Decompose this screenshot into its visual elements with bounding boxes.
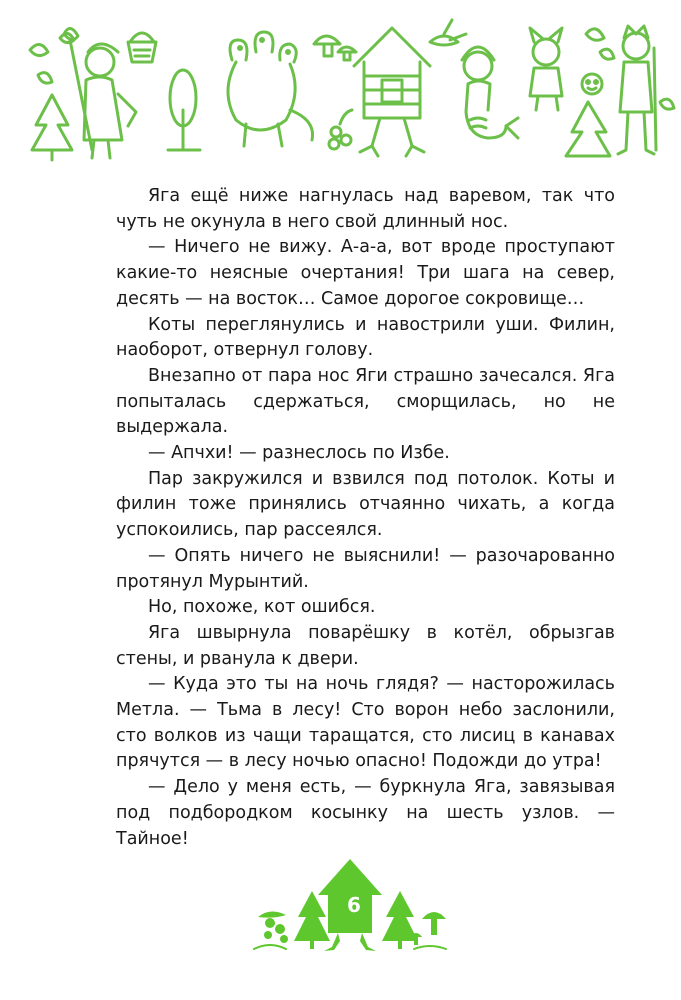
fir-tree-icon <box>382 891 418 949</box>
round-face-icon <box>582 74 602 94</box>
paragraph: Яга швырнула поварёшку в котёл, обрызгав стены, и рванула к двери. <box>116 622 615 669</box>
paragraph: — Дело у меня есть, — буркнула Яга, завязывая под подбородком косынку на шесть узлов. — Тайное! <box>116 777 615 849</box>
leaf-icon <box>30 33 74 83</box>
basket-icon <box>128 33 156 62</box>
paragraph: — Ничего не вижу. А-а-а, вот вроде проступают какие-то неясные очертания! Три шага на север, десять — на восток… Самое дорогое сокровище… <box>116 237 615 309</box>
paragraph: — Апчхи! — разнеслось по Избе. <box>148 443 450 464</box>
bird-icon <box>430 20 466 45</box>
forest-man-icon <box>618 26 656 154</box>
baba-yaga-with-broom-icon <box>64 28 136 158</box>
goblin-icon <box>530 28 562 110</box>
paragraph: Пар закружился и взвился под потолок. Коты и филин тоже принялись отчаянно чихать, а когда успокоились, пар рассеялся. <box>116 468 615 541</box>
paragraph: — Опять ничего не выяснили! — разочарованно протянул Мурынтий. <box>116 545 615 592</box>
header-illustration <box>0 0 681 170</box>
tree-icon <box>168 70 200 150</box>
paragraph: Но, похоже, кот ошибся. <box>148 597 376 618</box>
story-text <box>116 184 615 852</box>
mermaid-icon <box>462 47 518 138</box>
page-number: 6 <box>347 893 361 917</box>
paragraph: — Куда это ты на ночь глядя? — насторожилась Метла. — Тьма в лесу! Сто ворон небо заслонили, сто волков из чащи таращатся, сто лисиц в канавах прячутся — в лесу ночью опасно! Подожди до утра! <box>116 674 615 772</box>
berries-icon <box>329 110 352 149</box>
paragraph: Внезапно от пара нос Яги страшно зачесался. Яга попыталась сдержаться, сморщилась, но не выдержала. <box>116 365 615 438</box>
paragraph: Коты переглянулись и навострили уши. Филин, наоборот, отвернул голову. <box>116 314 615 361</box>
leaf-icon <box>586 29 674 109</box>
fir-tree-icon <box>294 891 330 949</box>
fir-tree-icon <box>32 95 72 160</box>
hut-on-chicken-legs-icon <box>354 28 430 156</box>
mushrooms-icon <box>314 36 356 60</box>
paragraph: Яга ещё ниже нагнулась над варевом, так что чуть не окунула в него свой длинный нос. <box>116 186 615 232</box>
dragon-icon <box>228 32 313 146</box>
berries-icon <box>258 911 288 943</box>
mushroom-icon <box>410 912 446 945</box>
fir-tree-icon <box>566 102 610 156</box>
